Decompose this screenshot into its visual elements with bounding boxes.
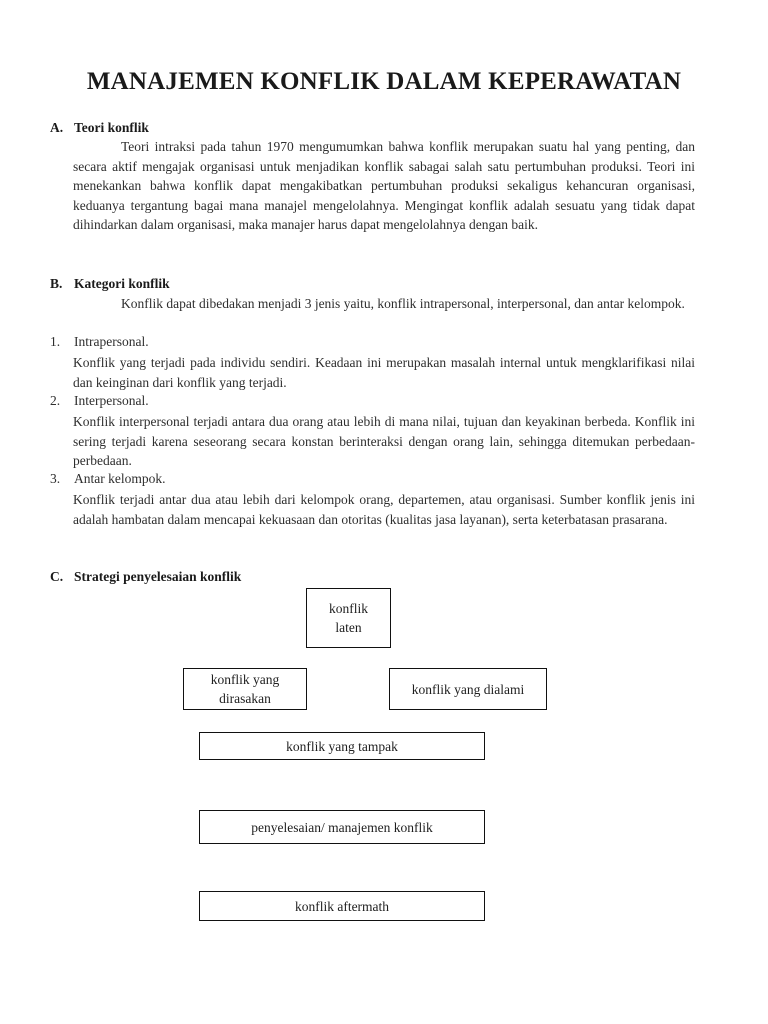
section-b-intro: Konflik dapat dibedakan menjadi 3 jenis yaitu, konflik intrapersonal, interpersonal, dan antar kelompok. bbox=[121, 296, 685, 311]
section-a-heading bbox=[50, 120, 149, 136]
section-c-heading bbox=[50, 569, 241, 585]
page-title: MANAJEMEN KONFLIK DALAM KEPERAWATAN bbox=[86, 68, 682, 95]
section-a-letter: A. bbox=[50, 120, 64, 135]
list-item-text: Konflik terjadi antar dua atau lebih dari kelompok orang, departemen, atau organisasi. Sumber konflik jenis ini adalah hambatan dalam mencapai kekuasaan dan otoritas (kualitas jasa layanan), serta keterbatasan prasarana. bbox=[73, 492, 695, 527]
section-a-title: Teori konflik bbox=[74, 120, 149, 135]
list-item-label bbox=[50, 334, 149, 350]
list-item-number: 3. bbox=[50, 471, 61, 486]
list-item-text: Konflik interpersonal terjadi antara dua orang atau lebih di mana nilai, tujuan dan keyakinan berbeda. Konflik ini sering terjadi karena seseorang secara konstan berinteraksi dengan orang lain, sehingga ditemukan perbedaan-perbedaan. bbox=[73, 414, 695, 469]
list-item-number: 1. bbox=[50, 334, 61, 349]
list-item-label bbox=[50, 393, 149, 409]
section-b-letter: B. bbox=[50, 276, 63, 291]
section-a-paragraph: Teori intraksi pada tahun 1970 mengumumkan bahwa konflik merupakan suatu hal yang penting, dan secara aktif mengajak organisasi untuk menjadikan konflik sabagai salah satu pertumbuhan produksi. Teori ini menekankan bahwa konflik dapat mengakibatkan pertumbuhan produksi sekaligus kehancuran organisasi, keduanya tergantung bagai mana manajel mengelolahnya. Mengingat konflik adalah sesuatu yang tidak dapat dihindarkan dalam organisasi, maka manajer harus dapat mengelolahnya dengan baik. bbox=[73, 139, 695, 233]
section-b-title: Kategori konflik bbox=[74, 276, 170, 291]
section-c-title: Strategi penyelesaian konflik bbox=[74, 569, 242, 584]
diagram-box-latent: konflik laten bbox=[306, 588, 391, 648]
list-item-title: Interpersonal. bbox=[74, 393, 149, 408]
diagram-box-experienced: konflik yang dialami bbox=[389, 668, 547, 710]
list-item-label bbox=[50, 471, 165, 487]
section-c-letter: C. bbox=[50, 569, 64, 584]
diagram-box-felt: konflik yang dirasakan bbox=[183, 668, 307, 710]
list-item-title: Intrapersonal. bbox=[74, 334, 149, 349]
diagram-box-manifest: konflik yang tampak bbox=[199, 732, 485, 760]
diagram-box-resolution: penyelesaian/ manajemen konflik bbox=[199, 810, 485, 844]
list-item-text: Konflik yang terjadi pada individu sendiri. Keadaan ini merupakan masalah internal untuk mengklarifikasi nilai dan keinginan dari konflik yang terjadi. bbox=[73, 355, 695, 390]
diagram-box-aftermath: konflik aftermath bbox=[199, 891, 485, 921]
section-b-heading bbox=[50, 276, 170, 292]
list-item-title: Antar kelompok. bbox=[74, 471, 166, 486]
list-item-number: 2. bbox=[50, 393, 61, 408]
